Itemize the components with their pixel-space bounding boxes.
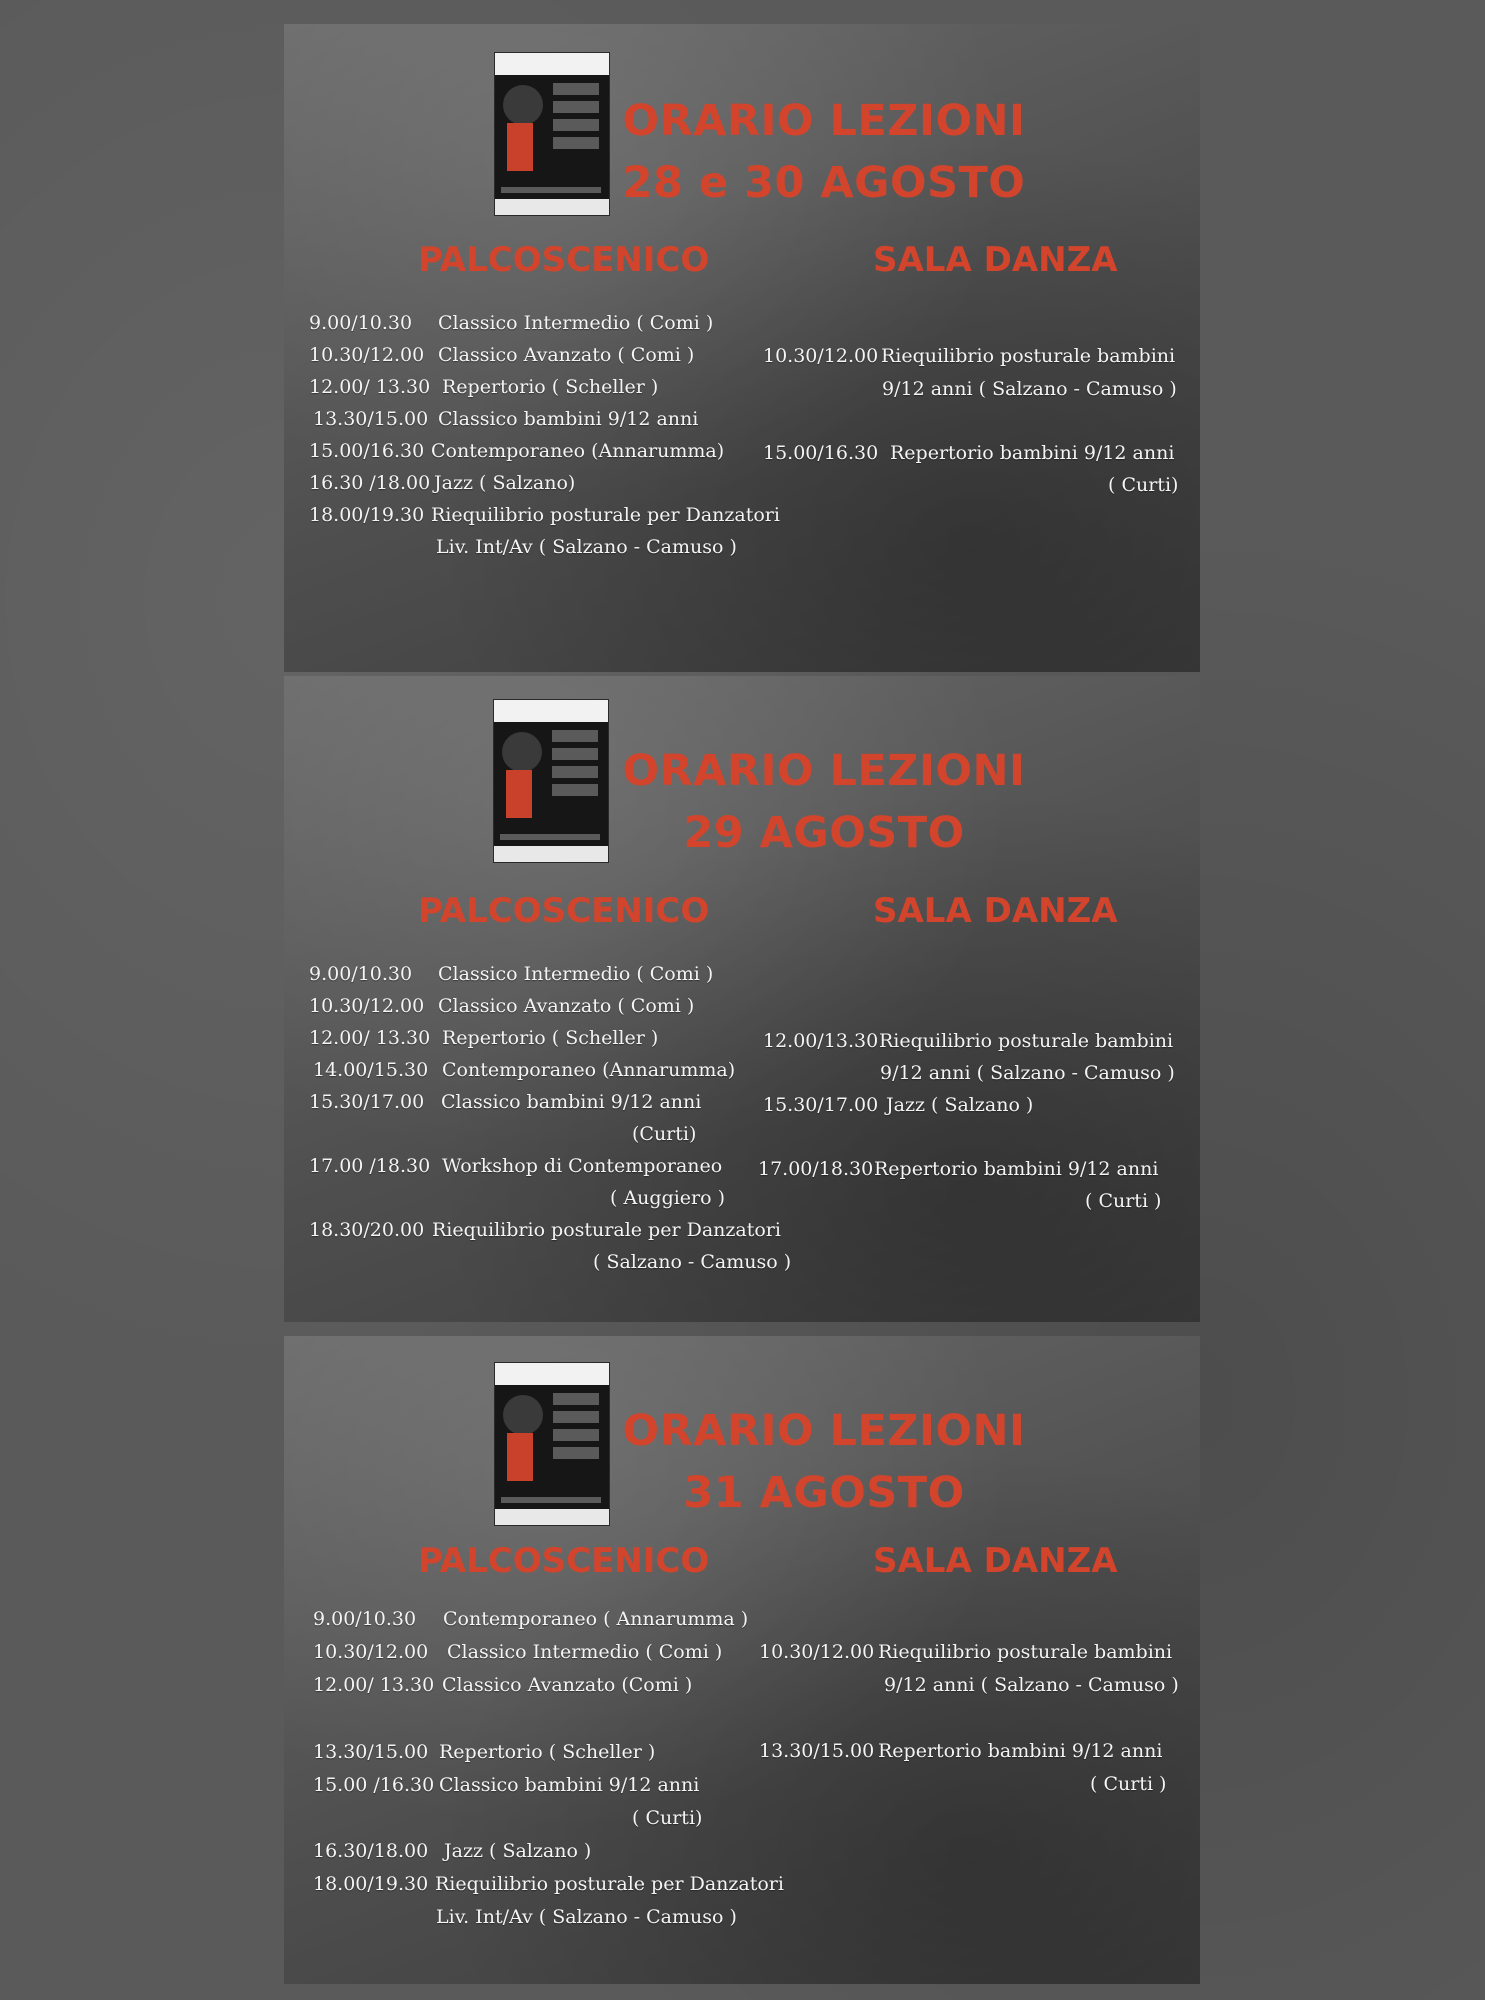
schedule-row: 9.00/10.30 Contemporaneo ( Annarumma )	[313, 1608, 749, 1630]
schedule-row: 18.30/20.00 Riequilibrio posturale per Danzatori	[309, 1219, 781, 1241]
schedule-row: ( Curti )	[1090, 1773, 1167, 1795]
title-line-2: 31 AGOSTO	[683, 1468, 965, 1518]
palcoscenico-heading: PALCOSCENICO	[418, 1541, 710, 1581]
schedule-row: 10.30/12.00 Riequilibrio posturale bambini	[759, 1641, 1173, 1663]
title-line-1: ORARIO LEZIONI	[622, 96, 1026, 146]
schedule-row: ( Salzano - Camuso )	[593, 1251, 792, 1273]
schedule-row: 12.00/ 13.30 Repertorio ( Scheller )	[309, 1027, 659, 1049]
schedule-row: Liv. Int/Av ( Salzano - Camuso )	[436, 1906, 737, 1928]
schedule-row: ( Auggiero )	[610, 1187, 726, 1209]
schedule-row: 10.30/12.00 Classico Avanzato ( Comi )	[309, 344, 695, 366]
schedule-row: 17.00 /18.30 Workshop di Contemporaneo	[309, 1155, 723, 1177]
panel-title	[284, 740, 1200, 864]
schedule-row: 10.30/12.00 Riequilibrio posturale bambini	[763, 345, 1176, 367]
schedule-row: ( Curti)	[632, 1807, 703, 1829]
schedule-row: 16.30 /18.00 Jazz ( Salzano)	[309, 472, 576, 494]
schedule-row: 9/12 anni ( Salzano - Camuso )	[880, 1062, 1175, 1084]
schedule-row: 18.00/19.30 Riequilibrio posturale per Danzatori	[309, 504, 780, 526]
sala-danza-heading: SALA DANZA	[873, 891, 1118, 931]
palcoscenico-heading: PALCOSCENICO	[418, 240, 710, 280]
schedule-row: ( Curti )	[1085, 1190, 1162, 1212]
sala-danza-heading: SALA DANZA	[873, 240, 1118, 280]
schedule-row: Liv. Int/Av ( Salzano - Camuso )	[436, 536, 737, 558]
schedule-row: 15.30/17.00 Jazz ( Salzano )	[763, 1094, 1034, 1116]
schedule-row: 12.00/ 13.30 Classico Avanzato (Comi )	[313, 1674, 693, 1696]
schedule-panel-1	[284, 24, 1200, 672]
schedule-panel-2	[284, 676, 1200, 1322]
title-line-2: 28 e 30 AGOSTO	[622, 158, 1026, 208]
schedule-row: 9.00/10.30 Classico Intermedio ( Comi )	[309, 312, 714, 334]
schedule-row: 15.30/17.00 Classico bambini 9/12 anni	[309, 1091, 702, 1113]
sala-danza-heading: SALA DANZA	[873, 1541, 1118, 1581]
schedule-row: 9/12 anni ( Salzano - Camuso )	[882, 378, 1177, 400]
schedule-row: 18.00/19.30 Riequilibrio posturale per Danzatori	[313, 1873, 784, 1895]
title-line-1: ORARIO LEZIONI	[622, 746, 1026, 796]
schedule-row: (Curti)	[632, 1123, 697, 1145]
schedule-row: 13.30/15.00 Classico bambini 9/12 anni	[313, 408, 699, 430]
schedule-row: 13.30/15.00 Repertorio ( Scheller )	[313, 1741, 656, 1763]
schedule-row: 10.30/12.00 Classico Avanzato ( Comi )	[309, 995, 695, 1017]
schedule-row: 14.00/15.30 Contemporaneo (Annarumma)	[313, 1059, 736, 1081]
panel-title	[284, 90, 1200, 214]
schedule-row: 9/12 anni ( Salzano - Camuso )	[884, 1674, 1179, 1696]
title-line-2: 29 AGOSTO	[683, 808, 965, 858]
schedule-row: 15.00/16.30 Repertorio bambini 9/12 anni	[763, 442, 1175, 464]
schedule-row: 17.00/18.30Repertorio bambini 9/12 anni	[758, 1158, 1159, 1180]
schedule-row: ( Curti)	[1108, 474, 1179, 496]
schedule-row: 12.00/ 13.30 Repertorio ( Scheller )	[309, 376, 659, 398]
schedule-row: 10.30/12.00 Classico Intermedio ( Comi )	[313, 1641, 723, 1663]
schedule-row: 12.00/13.30Riequilibrio posturale bambini	[763, 1030, 1174, 1052]
palcoscenico-heading: PALCOSCENICO	[418, 891, 710, 931]
schedule-row: 15.00/16.30 Contemporaneo (Annarumma)	[309, 440, 725, 462]
panel-title	[284, 1400, 1200, 1524]
schedule-panel-3	[284, 1336, 1200, 1984]
schedule-row: 13.30/15.00 Repertorio bambini 9/12 anni	[759, 1740, 1163, 1762]
schedule-row: 9.00/10.30 Classico Intermedio ( Comi )	[309, 963, 714, 985]
title-line-1: ORARIO LEZIONI	[622, 1406, 1026, 1456]
schedule-row: 15.00 /16.30 Classico bambini 9/12 anni	[313, 1774, 700, 1796]
schedule-row: 16.30/18.00 Jazz ( Salzano )	[313, 1840, 592, 1862]
